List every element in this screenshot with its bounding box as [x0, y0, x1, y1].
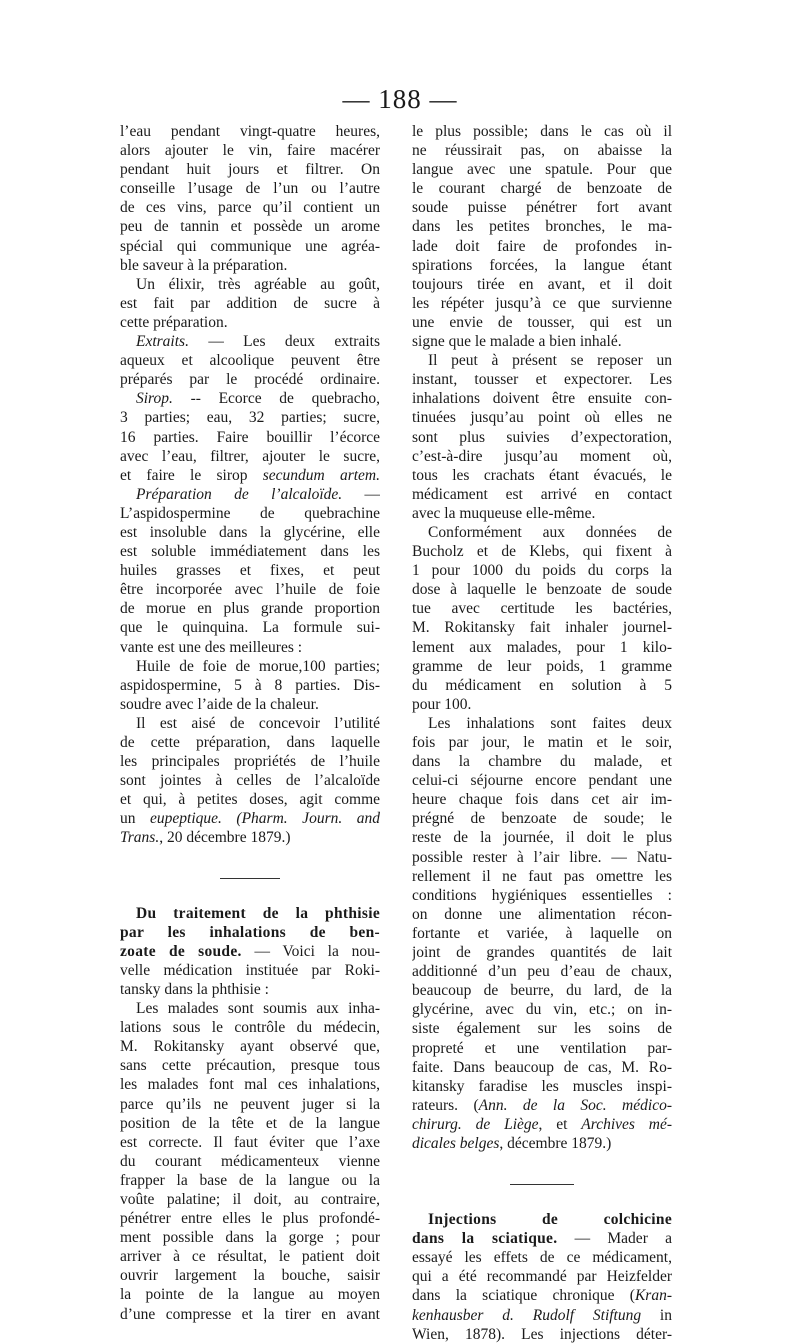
- text-line: [412, 1096, 672, 1115]
- text-line: est correcte. Il faut éviter que l’axe: [120, 1133, 380, 1151]
- text-line: spirations forcées, la langue étant: [412, 256, 672, 274]
- text-line: [120, 332, 380, 351]
- spacer: [412, 1153, 672, 1184]
- text-line: une envie de tousser, qui est un: [412, 313, 672, 331]
- label-sirop: Sirop.: [136, 390, 173, 408]
- text-run-italic: eupeptique. (Pharm. Journ. and: [150, 810, 380, 828]
- text-line: tinuées jusqu’au point où elles ne: [412, 409, 672, 427]
- text-line: c’est-à-dire jusqu’au moment où,: [412, 447, 672, 465]
- text-line: arriver à ce résultat, le patient doit: [120, 1248, 380, 1266]
- spacer: [120, 848, 380, 878]
- text-run: — Voici la nou-: [241, 942, 380, 960]
- text-line: vante est une des meilleures :: [120, 638, 303, 656]
- paragraph-extraits: [120, 332, 380, 389]
- text-line: est fait par addition de sucre à: [120, 294, 380, 312]
- text-run: , 20 décembre 1879.): [159, 829, 291, 847]
- text-run-italic: secundum artem.: [262, 466, 380, 484]
- text-run-italic: Archives mé-: [581, 1115, 672, 1133]
- text-line: joint de grandes quantités de lait: [412, 944, 672, 962]
- text-line: on donne une alimentation récon-: [412, 905, 672, 923]
- text-line: conditions hygiéniques essentielles :: [412, 886, 672, 904]
- text-line: avec l’eau, filtrer, ajouter le sucre,: [120, 447, 380, 465]
- text-line: est soluble immédiatement dans les: [120, 543, 380, 561]
- text-line: inhalations doivent être ensuite con-: [412, 390, 672, 408]
- text-line: beaucoup de beurre, du lard, de la: [412, 982, 672, 1000]
- text-run: dans la sciatique chronique (: [412, 1287, 635, 1305]
- text-line: [412, 1286, 672, 1305]
- text-line: Huile de foie de morue,100 parties;: [136, 657, 380, 675]
- text-run: —: [342, 485, 380, 503]
- text-line: alors ajouter le vin, faire macérer: [120, 142, 380, 160]
- text-line: propreté et une ventilation par-: [412, 1039, 672, 1057]
- text-line: celui-ci séjourne encore pendant une: [412, 772, 672, 790]
- text-line: dose à laquelle le benzoate de soude: [412, 581, 672, 599]
- text-line: l’eau pendant vingt-quatre heures,: [120, 123, 380, 140]
- text-line: est insoluble dans la glycérine, elle: [120, 523, 380, 541]
- text-line: qui a été recommandé par Heizfelder: [412, 1268, 672, 1286]
- text-line: pendant huit jours et filtrer. On: [120, 161, 380, 179]
- label-extraits: Extraits.: [136, 333, 189, 351]
- text-line: L’aspidospermine de quebrachine: [120, 504, 380, 522]
- text-line: ment possible dans la gorge ; pour: [120, 1229, 380, 1247]
- text-run-italic: kenhausber d. Rudolf Stiftung: [412, 1306, 642, 1324]
- text-line: velle médication instituée par Roki-: [120, 961, 380, 979]
- text-line: Wien, 1878). Les injections déter-: [412, 1325, 672, 1343]
- section-title: Injections de colchicine: [428, 1211, 672, 1229]
- text-line: conseille l’usage de l’un ou l’autre: [120, 180, 380, 198]
- text-line: possible rester à l’air libre. — Natu-: [412, 848, 672, 866]
- section-colchicine: [412, 1210, 672, 1344]
- text-line: [120, 809, 380, 828]
- text-line: [120, 485, 380, 504]
- text-line: du médicament en solution à 5: [412, 676, 672, 694]
- label-preparation: Préparation de l’alcaloïde.: [136, 485, 343, 503]
- text-line: le courant chargé de benzoate de: [412, 180, 672, 198]
- text-line: Bucholz et de Klebs, qui fixent à: [412, 543, 672, 561]
- text-line: huiles grasses et fixes, et peut: [120, 562, 380, 580]
- text-line: lade doit faire de profondes in-: [412, 237, 672, 255]
- text-line: cette préparation.: [120, 313, 228, 331]
- section-phthisie: [120, 904, 380, 1324]
- text-run: -- Ecorce de quebracho,: [172, 390, 380, 408]
- text-line: [120, 942, 380, 961]
- text-line: kitansky faradise les muscles inspi-: [412, 1077, 672, 1095]
- text-line: peu de tannin et possède un arome: [120, 218, 380, 236]
- text-line: la pointe de la langue au moyen: [120, 1286, 380, 1304]
- text-line: Conformément aux données de: [428, 523, 672, 541]
- text-line: prégné de benzoate de soude; le: [412, 810, 672, 828]
- text-line: M. Rokitansky fait inhaler journel-: [412, 619, 672, 637]
- text-line: 16 parties. Faire bouillir l’écorce: [120, 428, 380, 446]
- text-line: [412, 1306, 672, 1325]
- text-line: sont plus suivies d’expectoration,: [412, 428, 672, 446]
- text-run-italic: Trans.: [120, 829, 160, 847]
- text-line: [120, 466, 380, 485]
- text-line: être incorporée avec l’huile de foie: [120, 581, 380, 599]
- page-number: — 188 —: [342, 84, 458, 114]
- text-line: voûte palatine; il doit, au contraire,: [120, 1190, 380, 1208]
- text-line: fortante et variée, à laquelle on: [412, 924, 672, 942]
- text-line: sans cette précaution, presque tous: [120, 1057, 380, 1075]
- paragraph-wine: [120, 122, 380, 275]
- text-line: Les inhalations sont faites deux: [428, 714, 672, 732]
- text-line: signe que le malade a bien inhalé.: [412, 333, 622, 351]
- text-line: fois par jour, le matin et le soir,: [412, 734, 672, 751]
- text-line: de morue en plus grande proportion: [120, 600, 380, 618]
- text-line: les malades font mal ces inhalations,: [120, 1076, 380, 1094]
- text-line: et qui, à petites doses, agit comme: [120, 791, 380, 809]
- text-run: et faire le sirop: [120, 466, 263, 484]
- section-title: zoate de soude.: [120, 942, 242, 960]
- text-line: position de la tête et de la langue: [120, 1114, 380, 1132]
- text-line: dans les petites bronches, le ma-: [412, 218, 672, 236]
- text-run: in: [641, 1306, 672, 1324]
- text-line: ble saveur à la préparation.: [120, 256, 288, 274]
- paragraph-preparation: [120, 485, 380, 657]
- text-line: glycérine, avec du vin, etc.; on in-: [412, 1001, 672, 1019]
- text-run: — Les deux extraits: [188, 333, 380, 351]
- text-line: soudre avec l’aide de la chaleur.: [120, 695, 319, 713]
- text-line: essayé les effets de ce médicament,: [412, 1249, 672, 1267]
- text-run-italic: chirurg. de Liège: [412, 1115, 539, 1133]
- paragraph-technique: [412, 122, 672, 351]
- text-line: ouvrir largement la bouche, saisir: [120, 1267, 380, 1285]
- text-line: Les malades sont soumis aux inha-: [136, 1000, 380, 1018]
- text-line: pénétrer entre elles le plus profondé-: [120, 1210, 380, 1228]
- text-line: faite. Dans beaucoup de cas, M. Ro-: [412, 1058, 672, 1076]
- text-run: rateurs. (: [412, 1096, 479, 1114]
- paragraph-elixir: [120, 275, 380, 332]
- text-line: langue avec une spatule. Pour que: [412, 161, 672, 179]
- text-run: un: [120, 810, 151, 828]
- text-line: gramme de leur poids, 1 gramme: [412, 657, 672, 675]
- text-line: lement aux malades, pour 1 kilo-: [412, 638, 672, 656]
- text-run: , et: [538, 1115, 582, 1133]
- left-column: [120, 122, 380, 1324]
- paragraph-dose: [412, 523, 672, 714]
- text-line: aspidospermine, 5 à 8 parties. Dis-: [120, 676, 380, 694]
- text-line: préparés par le procédé ordinaire.: [120, 371, 380, 389]
- text-line: [120, 828, 380, 847]
- text-line: les répéter jusqu’à ce que survienne: [412, 294, 672, 312]
- text-line: d’une compresse et la tirer en avant: [120, 1305, 380, 1323]
- text-line: tous les crachats étant évacués, le: [412, 466, 672, 484]
- paragraph-repos: [412, 351, 672, 523]
- text-line: Il peut à présent se reposer un: [428, 352, 672, 370]
- text-run-italic: Kran-: [634, 1287, 672, 1305]
- paragraph-sirop: [120, 389, 380, 484]
- spacer: [120, 879, 380, 904]
- text-line: [412, 1134, 672, 1153]
- text-line: tansky dans la phthisie :: [120, 980, 269, 998]
- text-line: toujours tirée en avant, et il doit: [412, 275, 672, 293]
- text-line: additionné d’un peu d’eau de chaux,: [412, 963, 672, 981]
- text-line: les principales propriétés de l’huile: [120, 753, 380, 771]
- text-run: , décembre 1879.): [499, 1134, 612, 1152]
- text-line: soude puisse pénétrer fort avant: [412, 199, 672, 217]
- text-line: reste de la journée, il doit le plus: [412, 829, 672, 847]
- text-line: frapper la base de la langue ou la: [120, 1171, 380, 1189]
- text-line: heure chaque fois dans cet air im-: [412, 791, 672, 809]
- text-line: siste également sur les soins de: [412, 1020, 672, 1038]
- text-line: de ces vins, parce qu’il contient un: [120, 199, 380, 217]
- text-line: le plus possible; dans le cas où il: [412, 123, 672, 140]
- right-column: [412, 122, 672, 1344]
- text-line: parce qu’ils ne peuvent juger si la: [120, 1095, 380, 1113]
- text-line: avec la muqueuse elle-même.: [412, 504, 596, 522]
- text-line: [412, 1229, 672, 1248]
- text-line: sont jointes à celles de l’alcaloïde: [120, 772, 380, 790]
- paragraph-formula: [120, 657, 380, 714]
- section-title: par les inhalations de ben-: [120, 923, 380, 941]
- text-line: [412, 1115, 672, 1134]
- section-title: Du traitement de la phthisie: [136, 904, 380, 922]
- text-line: [120, 389, 380, 408]
- text-line: rellement il ne faut pas omettre les: [412, 867, 672, 885]
- text-line: 3 parties; eau, 32 parties; sucre,: [120, 409, 380, 427]
- text-run-italic: dicales belges: [412, 1134, 500, 1152]
- text-line: aqueux et alcoolique peuvent être: [120, 352, 380, 370]
- text-line: 1 pour 1000 du poids du corps la: [412, 562, 672, 580]
- paragraph-conclusion: [120, 714, 380, 848]
- text-line: lations sous le contrôle du médecin,: [120, 1019, 380, 1037]
- text-line: M. Rokitansky ayant observé que,: [120, 1038, 380, 1056]
- text-line: dans la chambre du malade, et: [412, 753, 672, 771]
- paragraph-inhalations: [412, 714, 672, 1153]
- text-line: médicament est arrivé en contact: [412, 485, 672, 503]
- text-line: Il est aisé de concevoir l’utilité: [136, 714, 380, 732]
- text-line: instant, tousser et expectorer. Les: [412, 371, 672, 389]
- text-line: que le quinquina. La formule sui-: [120, 619, 380, 637]
- text-line: de cette préparation, dans laquelle: [120, 734, 380, 751]
- section-title: dans la sciatique.: [412, 1230, 558, 1248]
- text-run: — Mader a: [557, 1230, 672, 1248]
- text-line: du courant médicamenteux vienne: [120, 1152, 380, 1170]
- text-line: tue avec certitude les bactéries,: [412, 600, 672, 618]
- text-line: pour 100.: [412, 695, 472, 713]
- text-line: ne réussirait pas, on abaisse la: [412, 142, 672, 160]
- text-line: spécial qui communique une agréa-: [120, 237, 380, 255]
- text-run-italic: Ann. de la Soc. médico-: [478, 1096, 672, 1114]
- spacer: [412, 1185, 672, 1210]
- text-line: Un élixir, très agréable au goût,: [136, 275, 380, 293]
